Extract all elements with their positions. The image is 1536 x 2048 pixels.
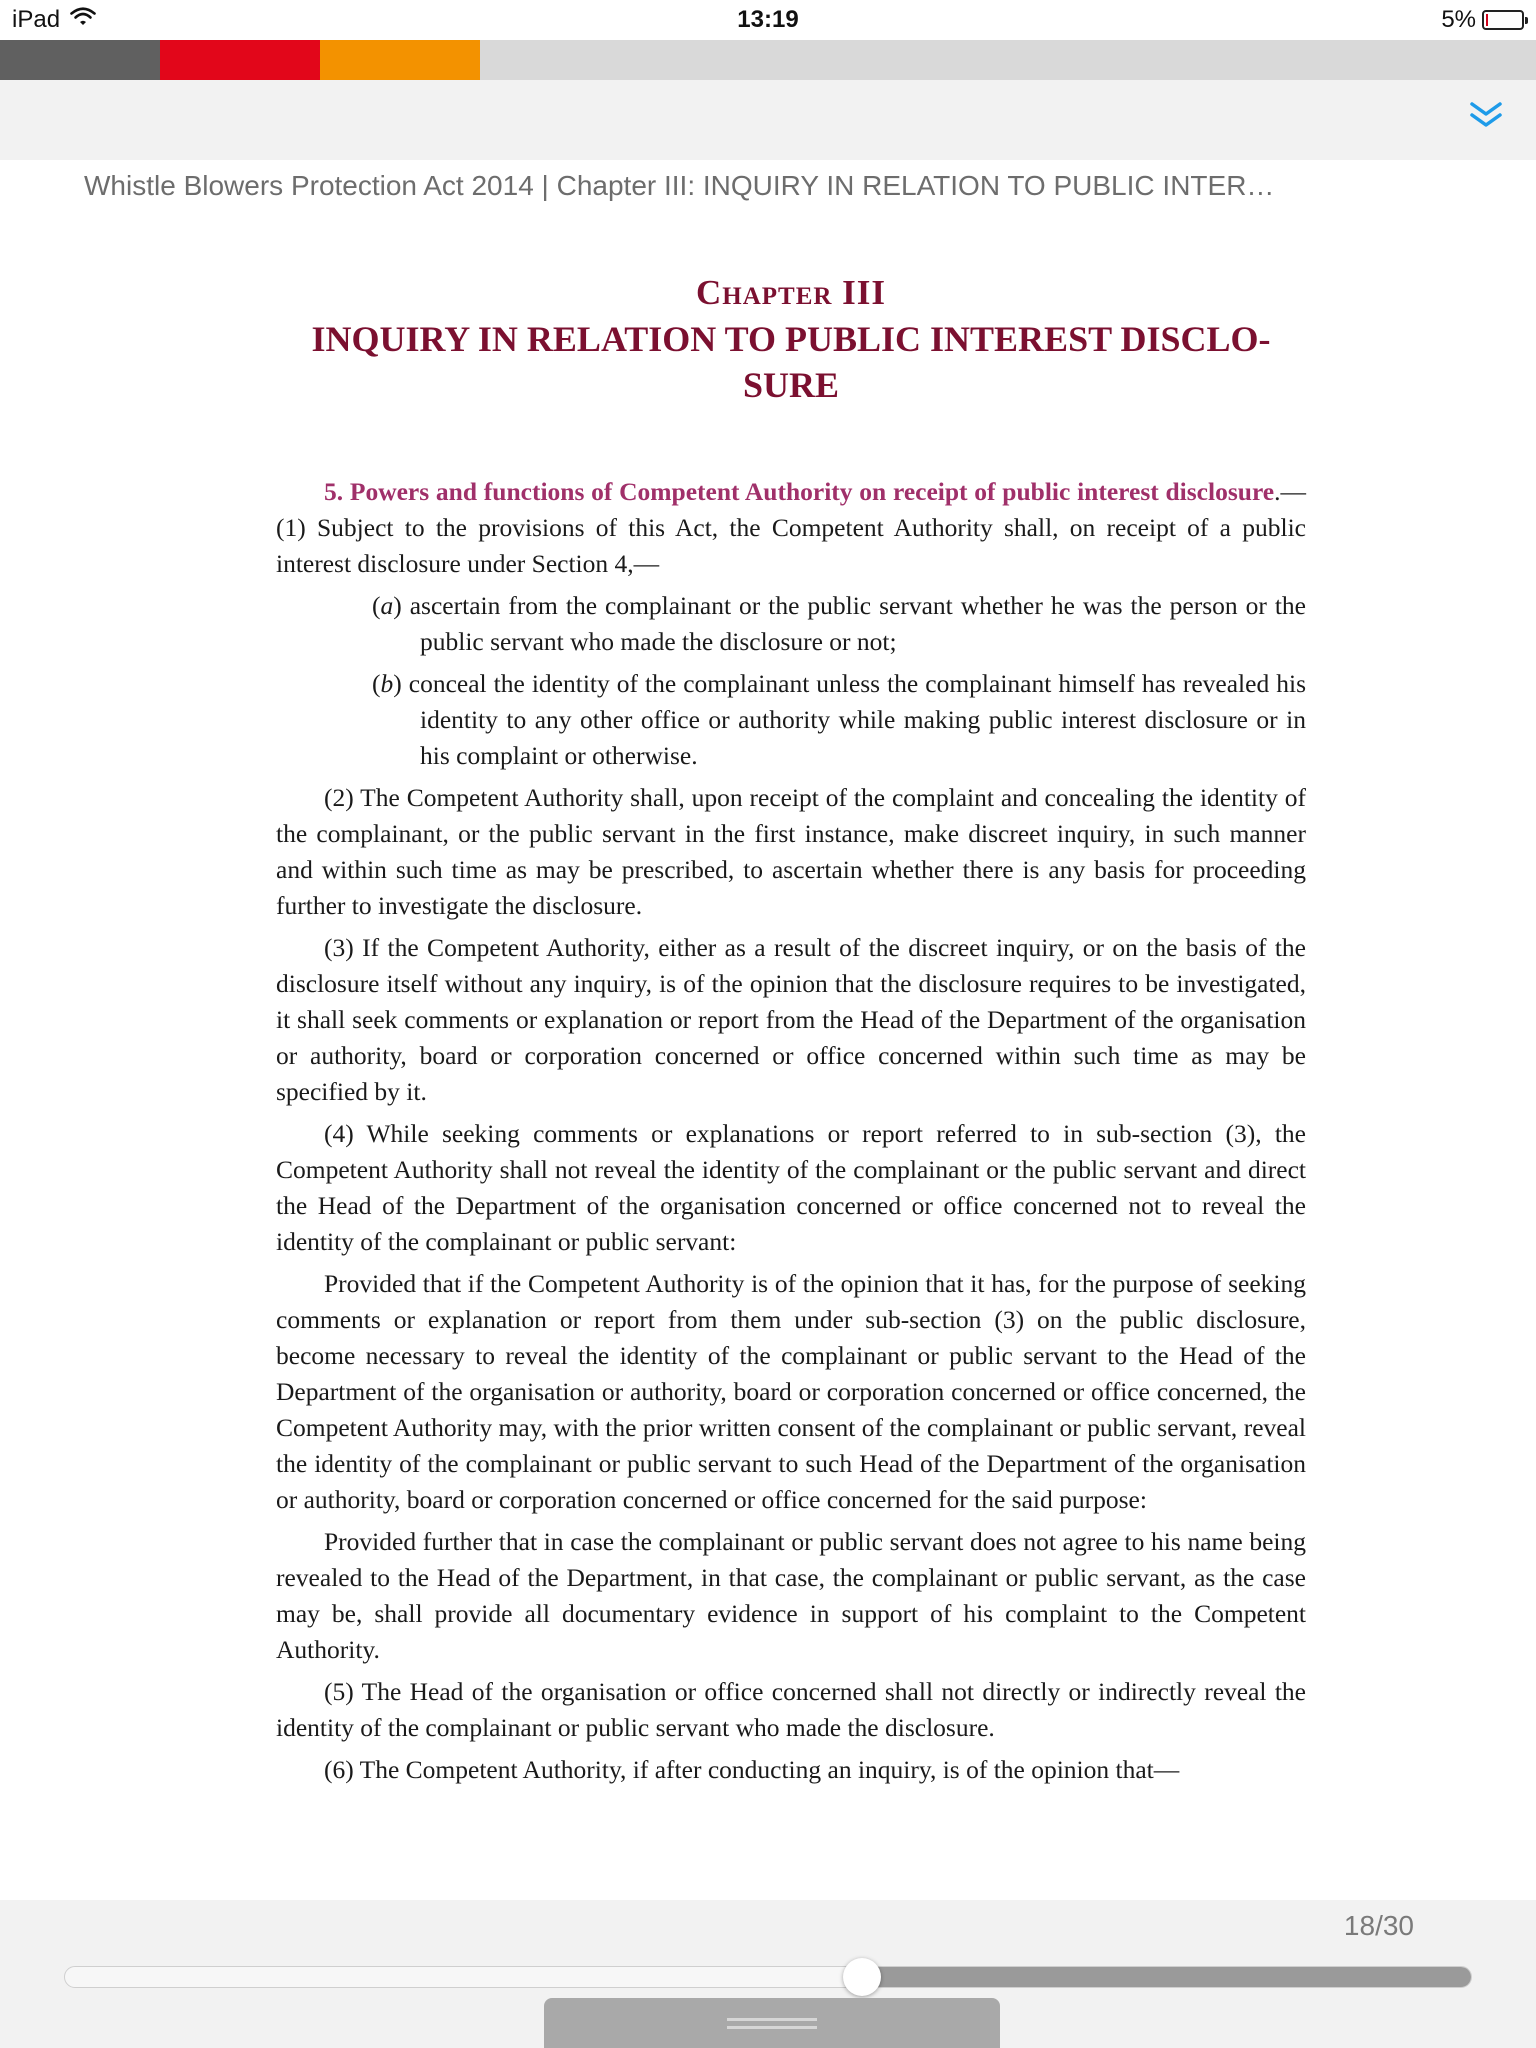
clause-marker: a (380, 591, 394, 620)
sub-section-3: (3) If the Competent Authority, either as a result of the discreet inquiry, or on the basis of the disclosure itself without any inquiry, is of the opinion that the disclosure requires to be investigated, it shall seek comments or explanation or report from the Head of the Department of the organisation or authority, board or corporation concerned or office concerned within such time as may be specified by it. (276, 933, 1306, 1106)
drawer-handle-icon (727, 2026, 817, 2029)
chapter-title (276, 316, 1306, 408)
section-title: 5. Powers and functions of Competent Authority on receipt of public interest disclosure (324, 477, 1275, 506)
chapter-heading (276, 270, 1306, 408)
battery-percent: 5% (1441, 6, 1476, 33)
strip-segment (320, 40, 480, 80)
sub-section-6: (6) The Competent Authority, if after conducting an inquiry, is of the opinion that— (324, 1755, 1180, 1784)
clause-text: ascertain from the complainant or the public servant whether he was the person or the public servant who made the disclosure or not; (409, 591, 1306, 656)
device-name: iPad (12, 6, 61, 33)
running-header: Whistle Blowers Protection Act 2014 | Chapter III: INQUIRY IN RELATION TO PUBLIC INTER… (84, 170, 1275, 201)
page-slider-remaining (863, 1967, 1471, 1987)
section-intro: .—(1) Subject to the provisions of this Act, the Competent Authority shall, on receipt of a public interest disclosure under Section 4,— (276, 477, 1306, 578)
top-toolbar (0, 80, 1536, 160)
clause-text: conceal the identity of the complainant unless the complainant himself has revealed his identity to any other office or authority while making public interest disclosure or in his complaint or otherwise. (408, 669, 1307, 770)
page-slider-thumb[interactable] (843, 1958, 881, 1996)
status-bar (0, 0, 1536, 40)
clause-marker: b (380, 669, 394, 698)
strip-segment (160, 40, 320, 80)
page-slider-track[interactable] (64, 1966, 1472, 1988)
page-indicator: 18/30 (1343, 1910, 1414, 1941)
status-time: 13:19 (737, 6, 799, 33)
proviso-2: Provided further that in case the complainant or public servant does not agree to his name being revealed to the Head of the Department, in that case, the complainant or public servant, as the case may be, shall provide all documentary evidence in support of his complaint to the Competent Authority. (276, 1527, 1306, 1664)
clause-a: (a) ascertain from the complainant or the public servant whether he was the person or the public servant who made the disclosure or not; (372, 591, 1306, 656)
sub-section-2: (2) The Competent Authority shall, upon receipt of the complaint and concealing the identity of the complainant, or the public servant in the first instance, make discreet inquiry, in such manner and within such time as may be prescribed, to ascertain whether there is any basis for proceeding further to investigate the disclosure. (276, 783, 1306, 920)
chapter-title-line: SURE (742, 365, 840, 405)
document-page (276, 270, 1306, 1794)
collapse-toolbar-button[interactable] (1458, 90, 1514, 140)
status-right (1441, 6, 1524, 34)
clause-b: (b) conceal the identity of the complainant unless the complainant himself has revealed his identity to any other office or authority while making public interest disclosure or in his complaint or otherwise. (372, 669, 1307, 770)
sub-section-5: (5) The Head of the organisation or office concerned shall not directly or indirectly reveal the identity of the complainant or public servant who made the disclosure. (276, 1677, 1306, 1742)
double-chevron-down-icon (1468, 100, 1504, 130)
battery-icon (1482, 10, 1524, 30)
sub-section-4: (4) While seeking comments or explanations or report referred to in sub-section (3), the Competent Authority shall not reveal the identity of the complainant or the public servant and direct the Head of the Department of the organisation concerned or office concerned not to reveal the identity of the complainant or public servant: (276, 1119, 1306, 1256)
reading-progress-strip (0, 40, 1536, 80)
proviso-1: Provided that if the Competent Authority is of the opinion that it has, for the purpose of seeking comments or explanation or report from them under sub-section (3) on the public disclosure, become necessary to reveal the identity of the complainant or public servant to the Head of the Department of the organisation or authority, board or corporation concerned or office concerned, the Competent Authority may, with the prior written consent of the complainant or public servant, reveal the identity of the complainant or public servant to such Head of the Department of the organisation or authority, board or corporation concerned or office concerned for the said purpose: (276, 1269, 1306, 1514)
chapter-label: Chapter III (695, 273, 887, 312)
drawer-handle[interactable] (544, 1998, 1000, 2048)
battery-level (1486, 14, 1488, 26)
chapter-title-line: INQUIRY IN RELATION TO PUBLIC INTEREST DISCLO- (311, 319, 1271, 359)
section-5-paragraph (276, 474, 1306, 582)
strip-segment (0, 40, 160, 80)
drawer-handle-icon (727, 2018, 817, 2021)
